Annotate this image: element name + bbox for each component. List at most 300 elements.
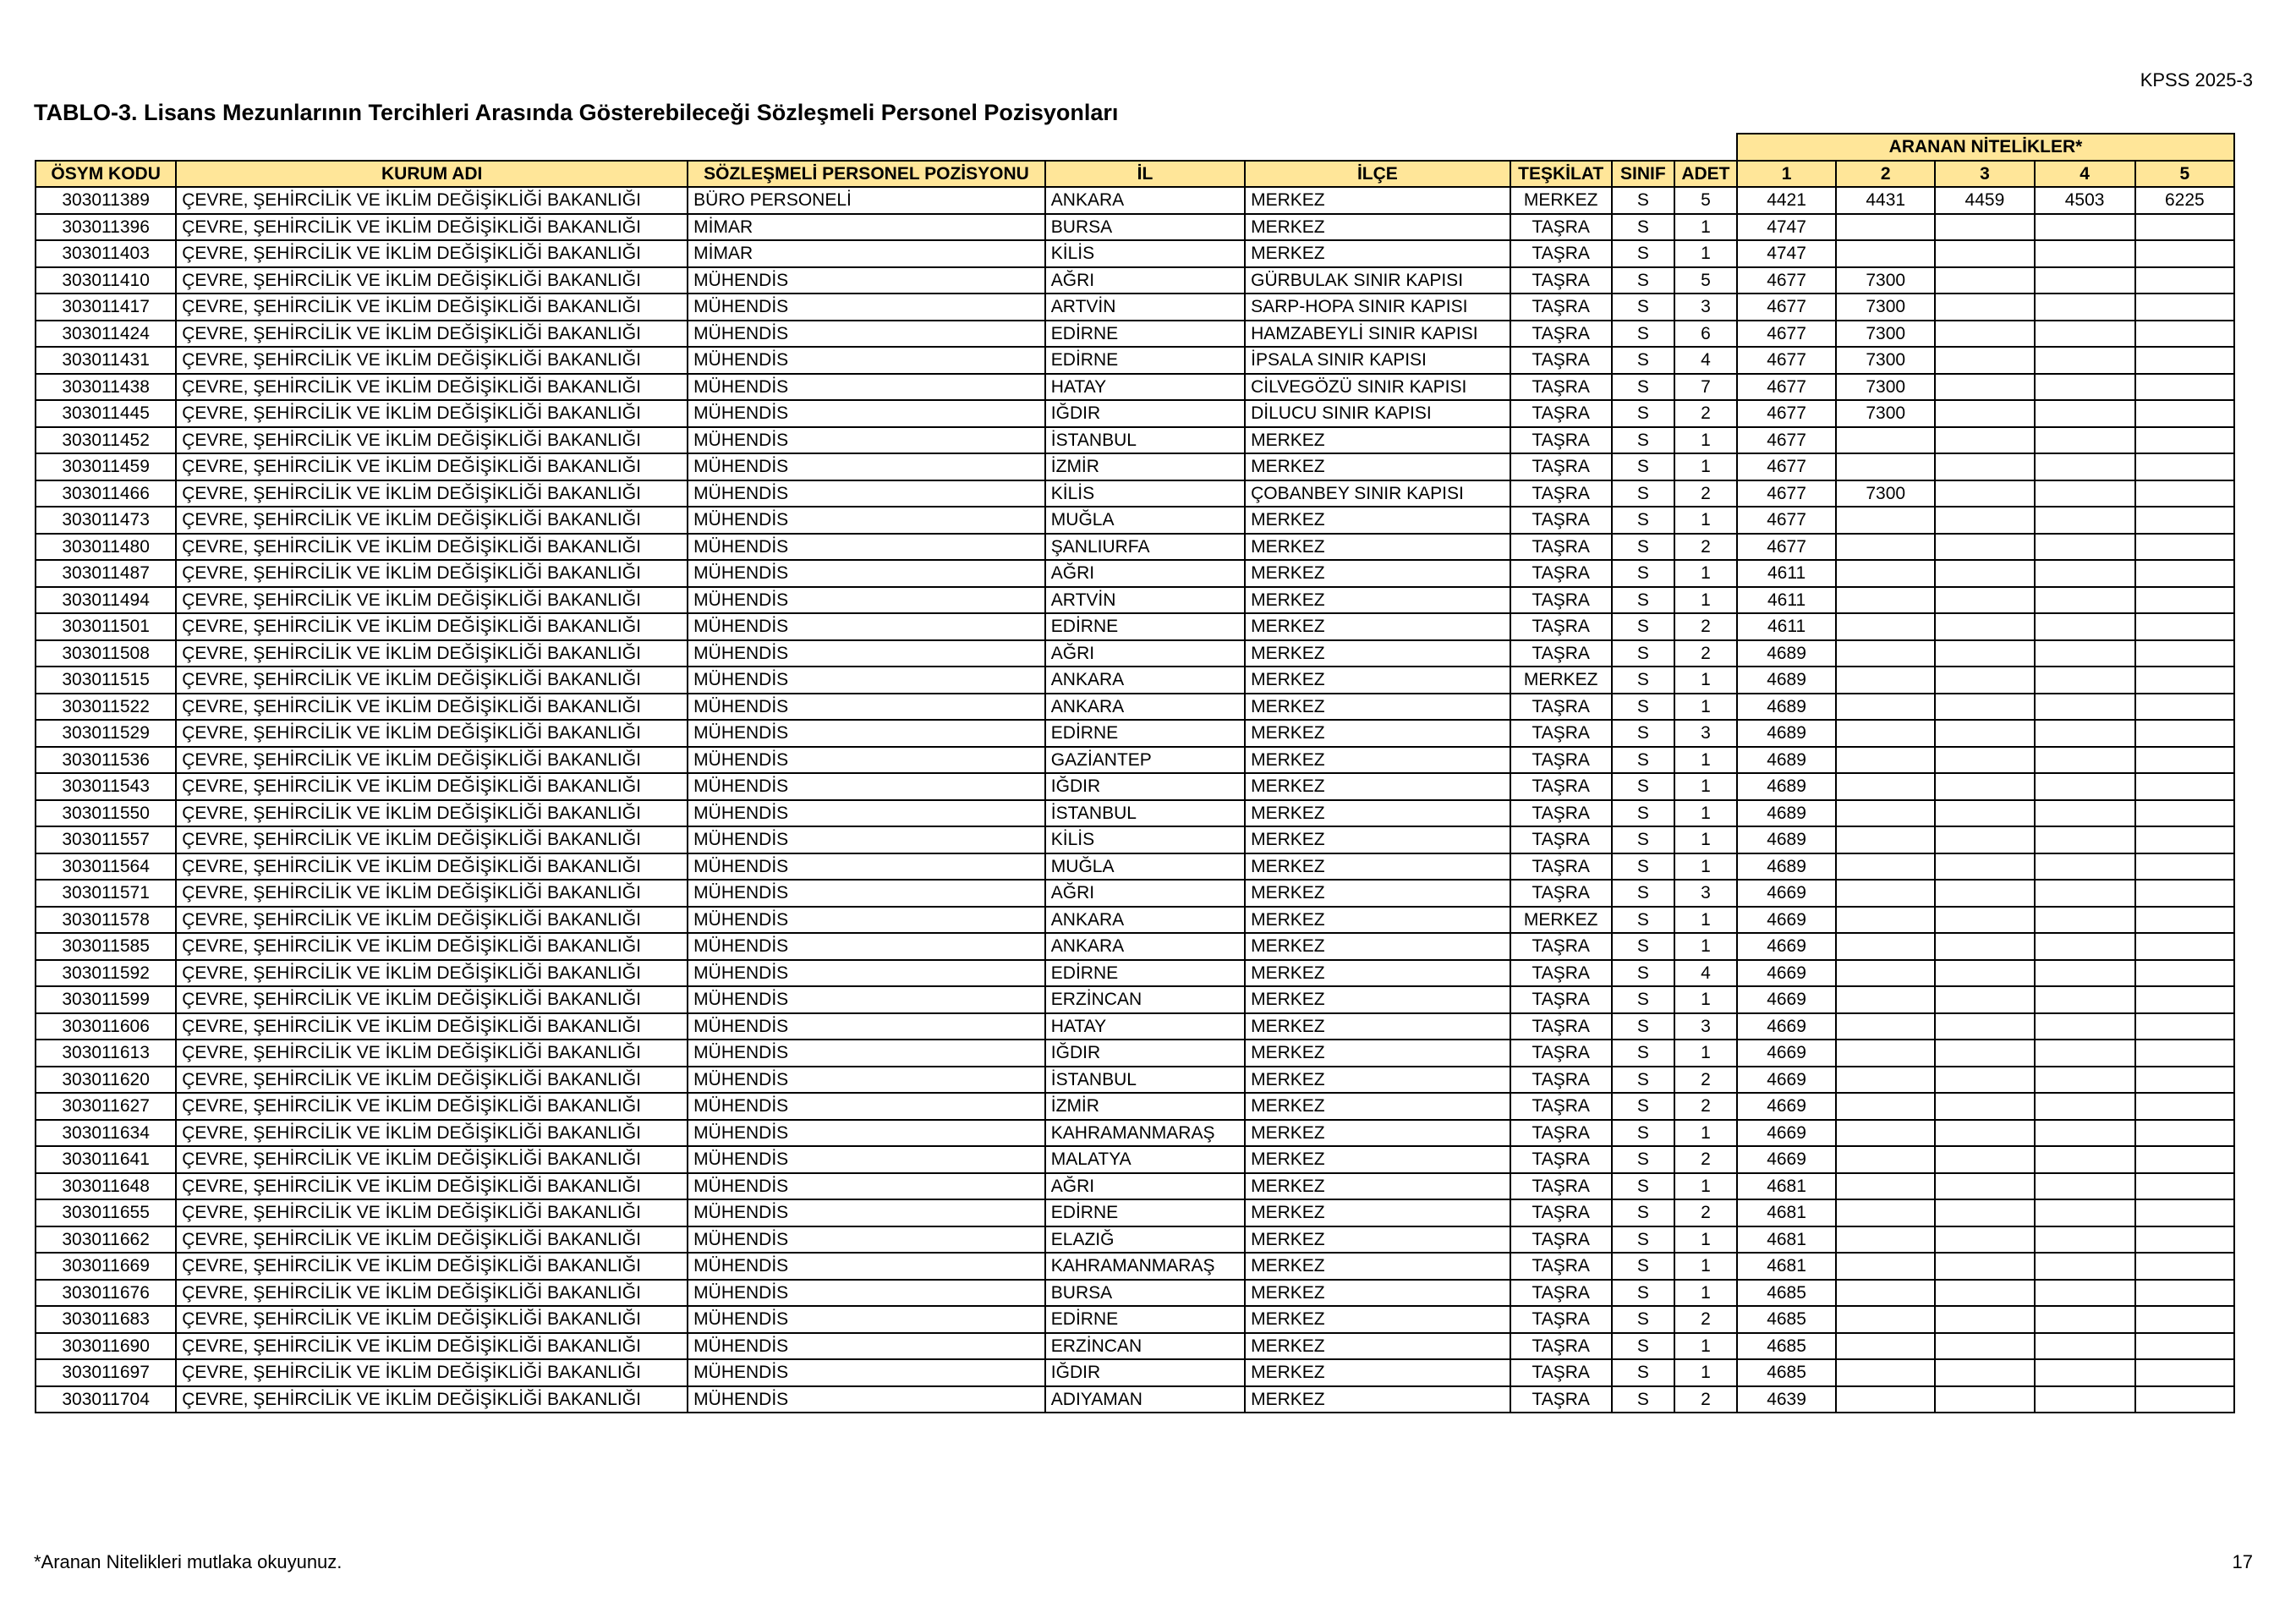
cell-nitelik-5 [2135, 1040, 2234, 1067]
cell-teskilat: TAŞRA [1510, 1386, 1612, 1413]
cell-pozisyon: MÜHENDİS [688, 667, 1045, 694]
cell-pozisyon: MÜHENDİS [688, 800, 1045, 827]
cell-nitelik-5 [2135, 853, 2234, 881]
cell-kurum-adi: ÇEVRE, ŞEHİRCİLİK VE İKLİM DEĞİŞİKLİĞİ BAKANLIĞI [176, 720, 688, 747]
cell-sinif: S [1612, 1386, 1674, 1413]
cell-osym-kodu: 303011529 [36, 720, 176, 747]
cell-kurum-adi: ÇEVRE, ŞEHİRCİLİK VE İKLİM DEĞİŞİKLİĞİ BAKANLIĞI [176, 907, 688, 934]
cell-teskilat: TAŞRA [1510, 480, 1612, 508]
cell-nitelik-5 [2135, 587, 2234, 614]
cell-nitelik-2 [1836, 214, 1935, 241]
cell-nitelik-2 [1836, 853, 1935, 881]
cell-sinif: S [1612, 267, 1674, 294]
cell-nitelik-5 [2135, 1199, 2234, 1226]
cell-osym-kodu: 303011704 [36, 1386, 176, 1413]
cell-nitelik-4 [2035, 800, 2135, 827]
cell-nitelik-5 [2135, 214, 2234, 241]
cell-ilce: SARP-HOPA SINIR KAPISI [1245, 294, 1510, 321]
table-row [36, 853, 2234, 881]
cell-adet: 2 [1674, 1199, 1737, 1226]
cell-kurum-adi: ÇEVRE, ŞEHİRCİLİK VE İKLİM DEĞİŞİKLİĞİ BAKANLIĞI [176, 800, 688, 827]
cell-osym-kodu: 303011557 [36, 826, 176, 853]
cell-ilce: MERKEZ [1245, 1013, 1510, 1040]
cell-ilce: MERKEZ [1245, 720, 1510, 747]
cell-nitelik-5 [2135, 1120, 2234, 1147]
cell-kurum-adi: ÇEVRE, ŞEHİRCİLİK VE İKLİM DEĞİŞİKLİĞİ BAKANLIĞI [176, 534, 688, 561]
cell-pozisyon: MÜHENDİS [688, 1359, 1045, 1386]
cell-nitelik-2 [1836, 587, 1935, 614]
cell-il: BURSA [1045, 1280, 1245, 1307]
cell-nitelik-3 [1935, 826, 2034, 853]
cell-nitelik-4 [2035, 853, 2135, 881]
cell-pozisyon: MÜHENDİS [688, 694, 1045, 721]
cell-nitelik-4 [2035, 1359, 2135, 1386]
cell-kurum-adi: ÇEVRE, ŞEHİRCİLİK VE İKLİM DEĞİŞİKLİĞİ BAKANLIĞI [176, 560, 688, 587]
cell-teskilat: TAŞRA [1510, 267, 1612, 294]
table-row [36, 1013, 2234, 1040]
cell-nitelik-4 [2035, 880, 2135, 907]
cell-kurum-adi: ÇEVRE, ŞEHİRCİLİK VE İKLİM DEĞİŞİKLİĞİ BAKANLIĞI [176, 1226, 688, 1254]
cell-nitelik-4 [2035, 1173, 2135, 1200]
cell-osym-kodu: 303011410 [36, 267, 176, 294]
cell-il: ERZİNCAN [1045, 986, 1245, 1013]
cell-teskilat: TAŞRA [1510, 534, 1612, 561]
cell-teskilat: TAŞRA [1510, 747, 1612, 774]
cell-nitelik-1: 4669 [1737, 1146, 1836, 1173]
cell-teskilat: TAŞRA [1510, 1280, 1612, 1307]
cell-il: KAHRAMANMARAŞ [1045, 1120, 1245, 1147]
cell-ilce: MERKEZ [1245, 507, 1510, 534]
cell-ilce: MERKEZ [1245, 773, 1510, 800]
table-row [36, 694, 2234, 721]
cell-kurum-adi: ÇEVRE, ŞEHİRCİLİK VE İKLİM DEĞİŞİKLİĞİ BAKANLIĞI [176, 1253, 688, 1280]
cell-ilce: MERKEZ [1245, 1173, 1510, 1200]
cell-adet: 2 [1674, 1093, 1737, 1120]
cell-teskilat: TAŞRA [1510, 560, 1612, 587]
cell-ilce: MERKEZ [1245, 960, 1510, 987]
cell-il: EDİRNE [1045, 321, 1245, 348]
cell-nitelik-2 [1836, 1280, 1935, 1307]
cell-teskilat: TAŞRA [1510, 694, 1612, 721]
cell-teskilat: TAŞRA [1510, 1040, 1612, 1067]
cell-ilce: MERKEZ [1245, 1306, 1510, 1333]
cell-nitelik-5 [2135, 880, 2234, 907]
cell-kurum-adi: ÇEVRE, ŞEHİRCİLİK VE İKLİM DEĞİŞİKLİĞİ BAKANLIĞI [176, 587, 688, 614]
table-row [36, 453, 2234, 480]
cell-teskilat: TAŞRA [1510, 587, 1612, 614]
cell-nitelik-4 [2035, 1067, 2135, 1094]
cell-nitelik-3 [1935, 1067, 2034, 1094]
cell-il: İZMİR [1045, 1093, 1245, 1120]
table-row [36, 1386, 2234, 1413]
cell-adet: 2 [1674, 1146, 1737, 1173]
cell-nitelik-3 [1935, 240, 2034, 267]
cell-nitelik-1: 4669 [1737, 1013, 1836, 1040]
col-header-kurum-adi: KURUM ADI [176, 161, 688, 188]
table-row [36, 480, 2234, 508]
cell-osym-kodu: 303011508 [36, 640, 176, 667]
cell-teskilat: TAŞRA [1510, 1333, 1612, 1360]
cell-nitelik-3 [1935, 1173, 2034, 1200]
cell-adet: 1 [1674, 933, 1737, 960]
cell-sinif: S [1612, 400, 1674, 427]
cell-adet: 1 [1674, 240, 1737, 267]
cell-ilce: MERKEZ [1245, 1226, 1510, 1254]
table-row [36, 1280, 2234, 1307]
cell-nitelik-3 [1935, 1280, 2034, 1307]
cell-pozisyon: MÜHENDİS [688, 1093, 1045, 1120]
cell-nitelik-4 [2035, 1306, 2135, 1333]
cell-nitelik-1: 4689 [1737, 773, 1836, 800]
cell-nitelik-3 [1935, 1253, 2034, 1280]
cell-nitelik-5 [2135, 560, 2234, 587]
cell-sinif: S [1612, 187, 1674, 214]
cell-osym-kodu: 303011697 [36, 1359, 176, 1386]
cell-nitelik-2: 7300 [1836, 267, 1935, 294]
table-row [36, 933, 2234, 960]
cell-il: BURSA [1045, 214, 1245, 241]
cell-nitelik-1: 4611 [1737, 587, 1836, 614]
table-row [36, 427, 2234, 454]
cell-nitelik-3 [1935, 427, 2034, 454]
cell-teskilat: TAŞRA [1510, 214, 1612, 241]
table-row [36, 1067, 2234, 1094]
cell-osym-kodu: 303011389 [36, 187, 176, 214]
cell-kurum-adi: ÇEVRE, ŞEHİRCİLİK VE İKLİM DEĞİŞİKLİĞİ BAKANLIĞI [176, 1120, 688, 1147]
cell-osym-kodu: 303011466 [36, 480, 176, 508]
cell-nitelik-1: 4689 [1737, 720, 1836, 747]
cell-sinif: S [1612, 1333, 1674, 1360]
cell-pozisyon: MÜHENDİS [688, 1146, 1045, 1173]
cell-adet: 1 [1674, 507, 1737, 534]
cell-osym-kodu: 303011431 [36, 347, 176, 374]
cell-adet: 1 [1674, 1280, 1737, 1307]
cell-il: IĞDIR [1045, 773, 1245, 800]
cell-adet: 2 [1674, 1386, 1737, 1413]
cell-teskilat: TAŞRA [1510, 986, 1612, 1013]
col-header-ilce: İLÇE [1245, 161, 1510, 188]
cell-nitelik-2 [1836, 773, 1935, 800]
cell-ilce: MERKEZ [1245, 853, 1510, 881]
cell-ilce: MERKEZ [1245, 694, 1510, 721]
cell-il: ARTVİN [1045, 587, 1245, 614]
cell-osym-kodu: 303011396 [36, 214, 176, 241]
cell-nitelik-1: 4677 [1737, 374, 1836, 401]
cell-adet: 1 [1674, 907, 1737, 934]
cell-teskilat: TAŞRA [1510, 960, 1612, 987]
col-header-adet: ADET [1674, 161, 1737, 188]
cell-ilce: ÇOBANBEY SINIR KAPISI [1245, 480, 1510, 508]
cell-adet: 2 [1674, 1306, 1737, 1333]
cell-il: ANKARA [1045, 694, 1245, 721]
cell-nitelik-2 [1836, 960, 1935, 987]
cell-il: ERZİNCAN [1045, 1333, 1245, 1360]
cell-nitelik-1: 4689 [1737, 747, 1836, 774]
cell-sinif: S [1612, 613, 1674, 640]
cell-ilce: MERKEZ [1245, 1093, 1510, 1120]
cell-nitelik-1: 4677 [1737, 347, 1836, 374]
cell-sinif: S [1612, 747, 1674, 774]
cell-nitelik-2 [1836, 534, 1935, 561]
cell-ilce: HAMZABEYLİ SINIR KAPISI [1245, 321, 1510, 348]
cell-kurum-adi: ÇEVRE, ŞEHİRCİLİK VE İKLİM DEĞİŞİKLİĞİ BAKANLIĞI [176, 773, 688, 800]
cell-adet: 2 [1674, 613, 1737, 640]
cell-adet: 4 [1674, 960, 1737, 987]
cell-pozisyon: MÜHENDİS [688, 534, 1045, 561]
cell-pozisyon: MÜHENDİS [688, 321, 1045, 348]
cell-pozisyon: BÜRO PERSONELİ [688, 187, 1045, 214]
cell-nitelik-2 [1836, 1067, 1935, 1094]
cell-nitelik-3 [1935, 640, 2034, 667]
cell-nitelik-2 [1836, 800, 1935, 827]
cell-il: IĞDIR [1045, 1040, 1245, 1067]
cell-teskilat: TAŞRA [1510, 1306, 1612, 1333]
cell-pozisyon: MÜHENDİS [688, 720, 1045, 747]
col-header-nitelik-3: 3 [1935, 161, 2034, 188]
cell-adet: 1 [1674, 453, 1737, 480]
cell-ilce: MERKEZ [1245, 1333, 1510, 1360]
col-header-nitelik-4: 4 [2035, 161, 2135, 188]
cell-nitelik-1: 4677 [1737, 400, 1836, 427]
cell-nitelik-2 [1836, 933, 1935, 960]
cell-ilce: MERKEZ [1245, 1040, 1510, 1067]
cell-osym-kodu: 303011571 [36, 880, 176, 907]
cell-nitelik-4 [2035, 321, 2135, 348]
cell-sinif: S [1612, 667, 1674, 694]
cell-nitelik-5 [2135, 773, 2234, 800]
cell-nitelik-4 [2035, 1093, 2135, 1120]
cell-nitelik-2 [1836, 1199, 1935, 1226]
cell-nitelik-4 [2035, 694, 2135, 721]
cell-pozisyon: MÜHENDİS [688, 1199, 1045, 1226]
cell-kurum-adi: ÇEVRE, ŞEHİRCİLİK VE İKLİM DEĞİŞİKLİĞİ BAKANLIĞI [176, 240, 688, 267]
cell-il: İSTANBUL [1045, 427, 1245, 454]
cell-nitelik-4 [2035, 826, 2135, 853]
table-row [36, 986, 2234, 1013]
cell-kurum-adi: ÇEVRE, ŞEHİRCİLİK VE İKLİM DEĞİŞİKLİĞİ BAKANLIĞI [176, 400, 688, 427]
table-row [36, 240, 2234, 267]
cell-nitelik-3 [1935, 773, 2034, 800]
cell-pozisyon: MÜHENDİS [688, 1280, 1045, 1307]
cell-nitelik-2 [1836, 826, 1935, 853]
cell-nitelik-4 [2035, 534, 2135, 561]
cell-pozisyon: MÜHENDİS [688, 560, 1045, 587]
footnote: *Aranan Nitelikleri mutlaka okuyunuz. [34, 1551, 342, 1572]
cell-pozisyon: MÜHENDİS [688, 613, 1045, 640]
cell-nitelik-2 [1836, 1226, 1935, 1254]
cell-nitelik-4 [2035, 667, 2135, 694]
cell-osym-kodu: 303011487 [36, 560, 176, 587]
cell-nitelik-4 [2035, 240, 2135, 267]
cell-pozisyon: MİMAR [688, 214, 1045, 241]
cell-nitelik-3 [1935, 400, 2034, 427]
cell-nitelik-3 [1935, 613, 2034, 640]
cell-nitelik-4 [2035, 1199, 2135, 1226]
cell-nitelik-2: 7300 [1836, 347, 1935, 374]
cell-adet: 1 [1674, 1040, 1737, 1067]
cell-kurum-adi: ÇEVRE, ŞEHİRCİLİK VE İKLİM DEĞİŞİKLİĞİ BAKANLIĞI [176, 1333, 688, 1360]
cell-nitelik-4 [2035, 1040, 2135, 1067]
table-row [36, 1093, 2234, 1120]
table-row [36, 720, 2234, 747]
cell-nitelik-3 [1935, 214, 2034, 241]
cell-teskilat: TAŞRA [1510, 1120, 1612, 1147]
cell-nitelik-5 [2135, 1386, 2234, 1413]
cell-teskilat: TAŞRA [1510, 933, 1612, 960]
cell-nitelik-3 [1935, 1386, 2034, 1413]
cell-osym-kodu: 303011655 [36, 1199, 176, 1226]
col-header-teskilat: TEŞKİLAT [1510, 161, 1612, 188]
table-row [36, 773, 2234, 800]
cell-nitelik-4 [2035, 1253, 2135, 1280]
table-row [36, 613, 2234, 640]
table-row [36, 907, 2234, 934]
cell-teskilat: TAŞRA [1510, 1173, 1612, 1200]
cell-nitelik-4 [2035, 1013, 2135, 1040]
cell-pozisyon: MÜHENDİS [688, 1040, 1045, 1067]
cell-adet: 6 [1674, 321, 1737, 348]
cell-nitelik-5 [2135, 400, 2234, 427]
cell-pozisyon: MÜHENDİS [688, 773, 1045, 800]
cell-nitelik-3 [1935, 1146, 2034, 1173]
cell-sinif: S [1612, 1359, 1674, 1386]
cell-pozisyon: MÜHENDİS [688, 1120, 1045, 1147]
cell-teskilat: TAŞRA [1510, 826, 1612, 853]
cell-nitelik-4 [2035, 267, 2135, 294]
cell-ilce: GÜRBULAK SINIR KAPISI [1245, 267, 1510, 294]
cell-adet: 2 [1674, 1067, 1737, 1094]
cell-adet: 1 [1674, 1359, 1737, 1386]
cell-nitelik-4 [2035, 1386, 2135, 1413]
table-row [36, 1040, 2234, 1067]
table-row [36, 800, 2234, 827]
cell-il: ANKARA [1045, 187, 1245, 214]
cell-nitelik-1: 4677 [1737, 507, 1836, 534]
cell-nitelik-1: 4669 [1737, 986, 1836, 1013]
cell-nitelik-5 [2135, 933, 2234, 960]
cell-sinif: S [1612, 321, 1674, 348]
cell-il: AĞRI [1045, 267, 1245, 294]
cell-nitelik-5 [2135, 747, 2234, 774]
cell-osym-kodu: 303011648 [36, 1173, 176, 1200]
cell-sinif: S [1612, 773, 1674, 800]
cell-ilce: MERKEZ [1245, 1253, 1510, 1280]
cell-nitelik-5 [2135, 1226, 2234, 1254]
cell-nitelik-1: 4685 [1737, 1359, 1836, 1386]
cell-nitelik-1: 4669 [1737, 1040, 1836, 1067]
cell-nitelik-3 [1935, 667, 2034, 694]
table-row [36, 1120, 2234, 1147]
cell-nitelik-3 [1935, 587, 2034, 614]
cell-nitelik-1: 4689 [1737, 694, 1836, 721]
cell-nitelik-4 [2035, 507, 2135, 534]
cell-pozisyon: MÜHENDİS [688, 853, 1045, 881]
cell-osym-kodu: 303011543 [36, 773, 176, 800]
cell-osym-kodu: 303011438 [36, 374, 176, 401]
cell-ilce: MERKEZ [1245, 534, 1510, 561]
cell-osym-kodu: 303011641 [36, 1146, 176, 1173]
cell-osym-kodu: 303011536 [36, 747, 176, 774]
cell-nitelik-2: 7300 [1836, 294, 1935, 321]
cell-nitelik-1: 4677 [1737, 480, 1836, 508]
cell-ilce: MERKEZ [1245, 1067, 1510, 1094]
cell-nitelik-3 [1935, 853, 2034, 881]
cell-sinif: S [1612, 694, 1674, 721]
cell-nitelik-4 [2035, 294, 2135, 321]
cell-adet: 3 [1674, 1013, 1737, 1040]
cell-ilce: MERKEZ [1245, 427, 1510, 454]
table-row [36, 640, 2234, 667]
table-body [36, 187, 2234, 1413]
cell-pozisyon: MÜHENDİS [688, 294, 1045, 321]
cell-il: KİLİS [1045, 240, 1245, 267]
cell-adet: 1 [1674, 1173, 1737, 1200]
cell-nitelik-2 [1836, 880, 1935, 907]
cell-il: ANKARA [1045, 933, 1245, 960]
cell-nitelik-2 [1836, 1359, 1935, 1386]
cell-kurum-adi: ÇEVRE, ŞEHİRCİLİK VE İKLİM DEĞİŞİKLİĞİ BAKANLIĞI [176, 214, 688, 241]
cell-kurum-adi: ÇEVRE, ŞEHİRCİLİK VE İKLİM DEĞİŞİKLİĞİ BAKANLIĞI [176, 321, 688, 348]
cell-adet: 1 [1674, 694, 1737, 721]
cell-sinif: S [1612, 1067, 1674, 1094]
cell-ilce: MERKEZ [1245, 880, 1510, 907]
cell-sinif: S [1612, 534, 1674, 561]
cell-nitelik-1: 4669 [1737, 933, 1836, 960]
cell-il: ANKARA [1045, 667, 1245, 694]
cell-sinif: S [1612, 240, 1674, 267]
cell-teskilat: TAŞRA [1510, 427, 1612, 454]
cell-il: EDİRNE [1045, 613, 1245, 640]
cell-nitelik-3 [1935, 347, 2034, 374]
cell-sinif: S [1612, 427, 1674, 454]
table-row [36, 321, 2234, 348]
cell-nitelik-4 [2035, 480, 2135, 508]
col-header-osym-kodu: ÖSYM KODU [36, 161, 176, 188]
cell-sinif: S [1612, 1120, 1674, 1147]
cell-nitelik-5 [2135, 720, 2234, 747]
cell-nitelik-2: 7300 [1836, 480, 1935, 508]
cell-nitelik-1: 4669 [1737, 907, 1836, 934]
cell-nitelik-5 [2135, 907, 2234, 934]
cell-nitelik-1: 4681 [1737, 1173, 1836, 1200]
cell-kurum-adi: ÇEVRE, ŞEHİRCİLİK VE İKLİM DEĞİŞİKLİĞİ BAKANLIĞI [176, 374, 688, 401]
cell-nitelik-2 [1836, 1093, 1935, 1120]
cell-kurum-adi: ÇEVRE, ŞEHİRCİLİK VE İKLİM DEĞİŞİKLİĞİ BAKANLIĞI [176, 1013, 688, 1040]
cell-pozisyon: MÜHENDİS [688, 1067, 1045, 1094]
cell-adet: 1 [1674, 826, 1737, 853]
cell-nitelik-1: 4669 [1737, 1067, 1836, 1094]
cell-nitelik-3 [1935, 1306, 2034, 1333]
cell-adet: 2 [1674, 640, 1737, 667]
cell-teskilat: MERKEZ [1510, 667, 1612, 694]
cell-osym-kodu: 303011613 [36, 1040, 176, 1067]
cell-adet: 7 [1674, 374, 1737, 401]
cell-adet: 5 [1674, 187, 1737, 214]
cell-nitelik-4 [2035, 1120, 2135, 1147]
cell-nitelik-3 [1935, 986, 2034, 1013]
cell-sinif: S [1612, 294, 1674, 321]
cell-nitelik-5 [2135, 1280, 2234, 1307]
cell-sinif: S [1612, 907, 1674, 934]
cell-nitelik-2: 7300 [1836, 374, 1935, 401]
cell-pozisyon: MÜHENDİS [688, 1013, 1045, 1040]
cell-pozisyon: MÜHENDİS [688, 347, 1045, 374]
cell-nitelik-4 [2035, 214, 2135, 241]
cell-pozisyon: MÜHENDİS [688, 374, 1045, 401]
cell-osym-kodu: 303011690 [36, 1333, 176, 1360]
cell-il: HATAY [1045, 374, 1245, 401]
cell-osym-kodu: 303011515 [36, 667, 176, 694]
